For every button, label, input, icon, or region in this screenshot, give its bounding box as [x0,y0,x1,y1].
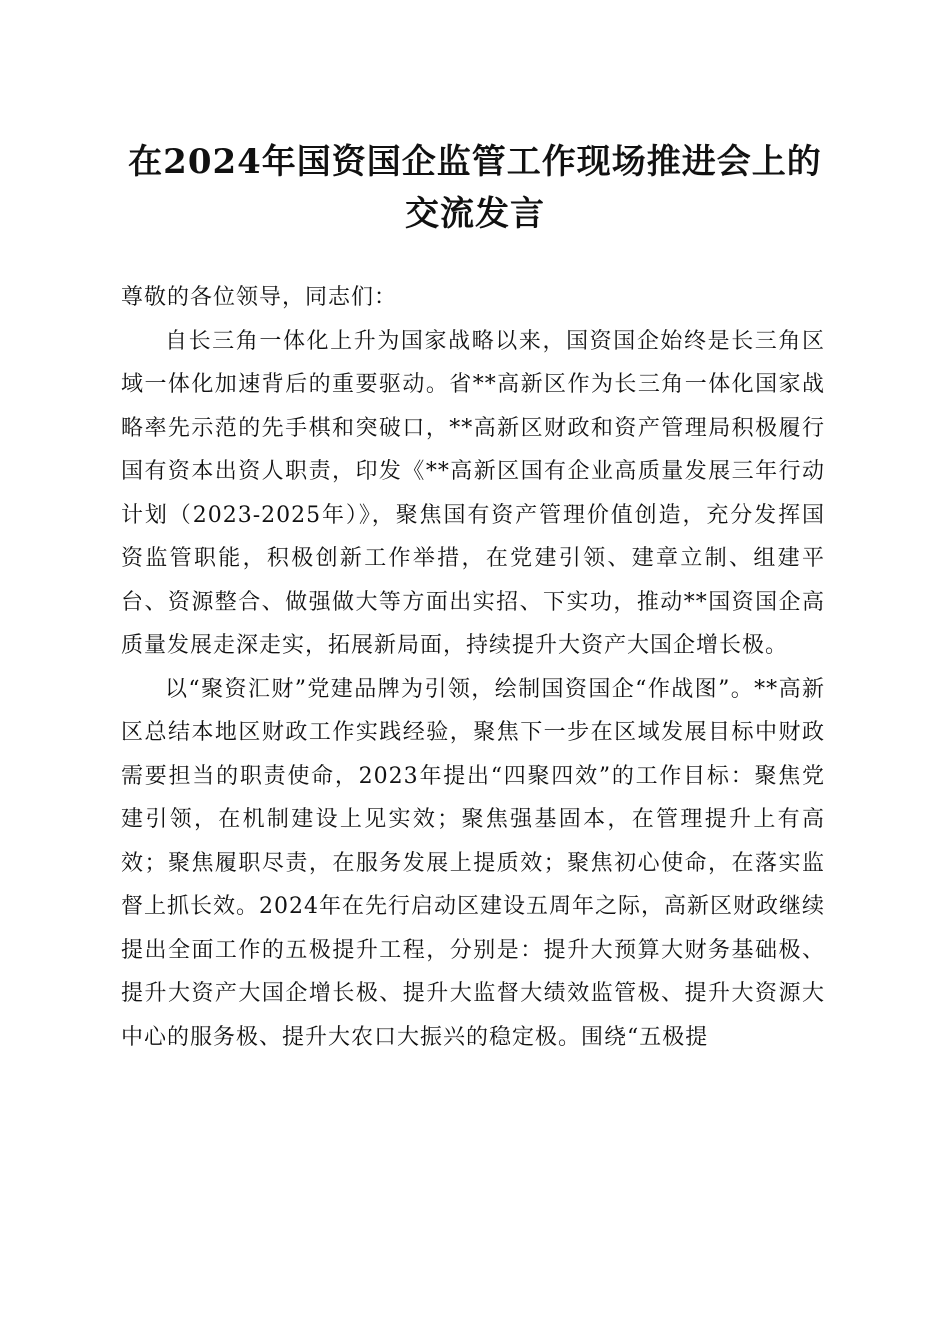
title-line-1: 在2024年国资国企监管工作现场推进会上的 [128,142,822,182]
document-body [121,276,825,1059]
salutation: 尊敬的各位领导，同志们： [121,285,398,310]
paragraph-1: 自长三角一体化上升为国家战略以来，国资国企始终是长三角区域一体化加速背后的重要驱动。省**高新区作为长三角一体化国家战略率先示范的先手棋和突破口，**高新区财政和资产管理局积极履行国有资本出资人职责，印发《**高新区国有企业高质量发展三年行动计划（2023-2025年）》，聚焦国有资产管理价值创造，充分发挥国资监管职能，积极创新工作举措，在党建引领、建章立制、组建平台、资源整合、做强做大等方面出实招、下实功，推动**国资国企高质量发展走深走实，拓展新局面，持续提升大资产大国企增长极。 [121,328,825,658]
document-title [100,136,850,240]
paragraph-2: 以“聚资汇财”党建品牌为引领，绘制国资国企“作战图”。**高新区总结本地区财政工作实践经验，聚焦下一步在区域发展目标中财政需要担当的职责使命，2023年提出“四聚四效”的工作目标：聚焦党建引领，在机制建设上见实效；聚焦强基固本，在管理提升上有高效；聚焦履职尽责，在服务发展上提质效；聚焦初心使命，在落实监督上抓长效。2024年在先行启动区建设五周年之际，高新区财政继续提出全面工作的五极提升工程，分别是：提升大预算大财务基础极、提升大资产大国企增长极、提升大监督大绩效监管极、提升大资源大中心的服务极、提升大农口大振兴的稳定极。围绕“五极提 [121,676,825,1050]
title-line-2: 交流发言 [405,194,545,234]
